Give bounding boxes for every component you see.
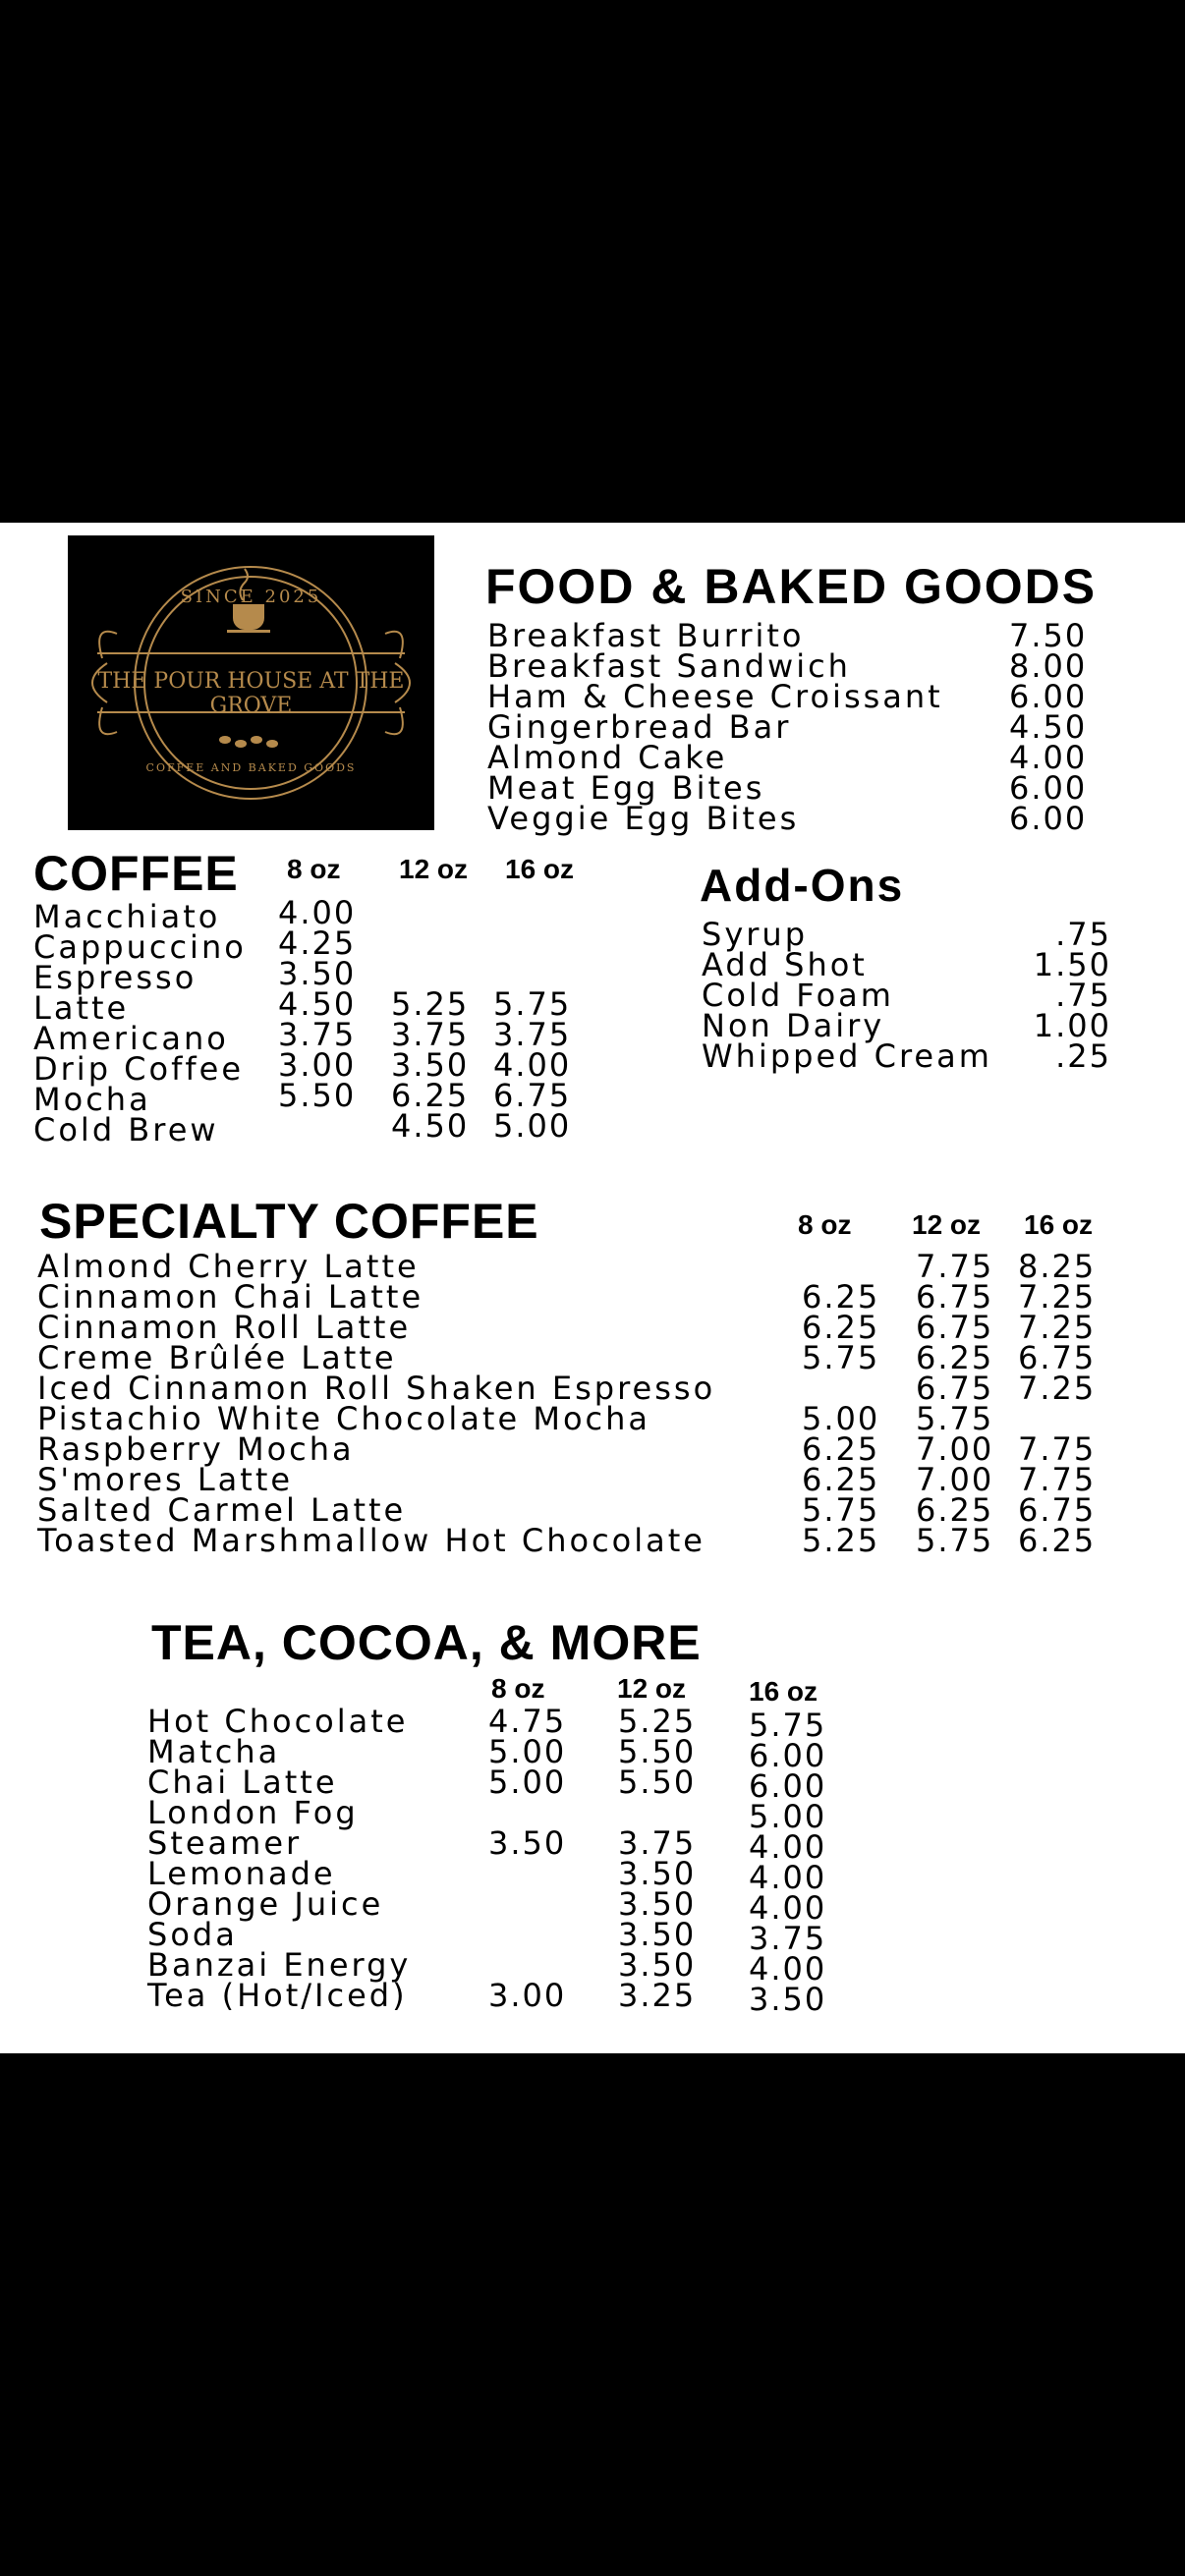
addon-item-name: Syrup	[702, 916, 808, 953]
tea-item-name: London Fog	[147, 1794, 359, 1831]
coffee-item-price: 5.75	[493, 985, 572, 1023]
tea-item-price: 4.00	[749, 1889, 827, 1927]
food-item-name: Ham & Cheese Croissant	[487, 678, 943, 715]
tea-item-price: 5.50	[618, 1764, 697, 1801]
tea-item-price: 4.00	[749, 1950, 827, 1988]
tea-item-price: 3.50	[618, 1916, 697, 1953]
logo-bottom-text: COFFEE AND BAKED GOODS	[145, 761, 357, 774]
coffee-item-price: 3.75	[391, 1016, 470, 1053]
specialty-item-name: S'mores Latte	[37, 1461, 294, 1498]
specialty-title: SPECIALTY COFFEE	[39, 1194, 539, 1249]
tea-item-price: 5.00	[488, 1764, 567, 1801]
specialty-item-price: 8.25	[1018, 1248, 1097, 1285]
tea-item-name: Tea (Hot/Iced)	[147, 1977, 408, 2014]
tea-size-16: 16 oz	[749, 1676, 818, 1707]
addon-item-name: Cold Foam	[702, 977, 894, 1014]
tea-item-price: 3.50	[618, 1885, 697, 1923]
specialty-item-price: 6.25	[802, 1278, 880, 1316]
coffee-item-price: 3.50	[278, 955, 357, 992]
tea-title: TEA, COCOA, & MORE	[151, 1615, 702, 1670]
food-item-name: Breakfast Sandwich	[487, 647, 851, 685]
specialty-item-price: 7.25	[1018, 1309, 1097, 1346]
tea-item-price: 4.75	[488, 1703, 567, 1740]
addon-item-name: Add Shot	[702, 946, 868, 983]
coffee-item-price: 4.50	[278, 985, 357, 1023]
specialty-item-price: 5.75	[916, 1400, 994, 1437]
food-item-price: 8.00	[1009, 647, 1088, 685]
tea-item-price: 6.00	[749, 1767, 827, 1805]
tea-item-price: 5.00	[749, 1798, 827, 1835]
tea-item-name: Steamer	[147, 1824, 303, 1862]
specialty-item-price: 6.25	[802, 1430, 880, 1468]
coffee-item-name: Cold Brew	[33, 1111, 219, 1148]
tea-item-price: 4.00	[749, 1859, 827, 1896]
specialty-item-price: 6.75	[916, 1278, 994, 1316]
specialty-item-name: Cinnamon Chai Latte	[37, 1278, 424, 1316]
tea-item-price: 3.50	[749, 1981, 827, 2018]
tea-item-price: 3.50	[618, 1855, 697, 1892]
food-item-name: Veggie Egg Bites	[487, 800, 800, 837]
addon-item-price: .75	[1055, 977, 1111, 1014]
tea-item-name: Matcha	[147, 1733, 281, 1770]
specialty-size-16: 16 oz	[1024, 1209, 1094, 1240]
tea-item-name: Hot Chocolate	[147, 1703, 409, 1740]
specialty-item-name: Toasted Marshmallow Hot Chocolate	[37, 1522, 705, 1559]
coffee-item-price: 4.00	[493, 1046, 572, 1084]
tea-item-price: 5.50	[618, 1733, 697, 1770]
coffee-item-name: Macchiato	[33, 898, 221, 935]
specialty-item-price: 6.75	[916, 1370, 994, 1407]
addons-title: Add-Ons	[700, 860, 905, 911]
food-item-price: 4.00	[1009, 739, 1088, 776]
specialty-item-price: 6.25	[916, 1491, 994, 1529]
tea-item-name: Chai Latte	[147, 1764, 338, 1801]
specialty-item-price: 7.25	[1018, 1370, 1097, 1407]
tea-item-price: 4.00	[749, 1828, 827, 1866]
coffee-item-price: 3.75	[493, 1016, 572, 1053]
tea-size-8: 8 oz	[491, 1673, 545, 1704]
addon-item-name: Whipped Cream	[702, 1037, 992, 1075]
tea-item-price: 5.75	[749, 1707, 827, 1744]
tea-item-price: 6.00	[749, 1737, 827, 1774]
addon-item-price: 1.50	[1033, 946, 1111, 983]
specialty-item-price: 6.75	[1018, 1339, 1097, 1376]
specialty-item-price: 6.25	[1018, 1522, 1097, 1559]
specialty-item-name: Creme Brûlée Latte	[37, 1339, 397, 1376]
coffee-item-price: 5.50	[278, 1077, 357, 1114]
coffee-item-price: 4.25	[278, 924, 357, 962]
food-item-price: 4.50	[1009, 708, 1088, 746]
specialty-item-price: 7.25	[1018, 1278, 1097, 1316]
specialty-item-price: 6.25	[802, 1309, 880, 1346]
food-item-name: Gingerbread Bar	[487, 708, 792, 746]
coffee-size-12: 12 oz	[399, 854, 469, 884]
coffee-size-16: 16 oz	[505, 854, 575, 884]
specialty-item-name: Salted Carmel Latte	[37, 1491, 407, 1529]
food-item-name: Meat Egg Bites	[487, 769, 765, 807]
coffee-item-price: 6.25	[391, 1077, 470, 1114]
food-item-name: Breakfast Burrito	[487, 617, 805, 654]
food-item-name: Almond Cake	[487, 739, 728, 776]
specialty-item-name: Almond Cherry Latte	[37, 1248, 420, 1285]
addon-item-name: Non Dairy	[702, 1007, 885, 1044]
tea-item-name: Orange Juice	[147, 1885, 384, 1923]
specialty-size-8: 8 oz	[798, 1209, 852, 1240]
coffee-item-price: 5.25	[391, 985, 470, 1023]
specialty-item-price: 6.25	[802, 1461, 880, 1498]
specialty-size-12: 12 oz	[912, 1209, 982, 1240]
logo-name: THE POUR HOUSE AT THE GROVE	[97, 669, 405, 718]
specialty-item-name: Raspberry Mocha	[37, 1430, 355, 1468]
coffee-item-price: 3.75	[278, 1016, 357, 1053]
specialty-item-price: 7.00	[916, 1461, 994, 1498]
coffee-item-price: 3.00	[278, 1046, 357, 1084]
food-item-price: 6.00	[1009, 678, 1088, 715]
coffee-item-price: 6.75	[493, 1077, 572, 1114]
specialty-item-price: 7.75	[916, 1248, 994, 1285]
specialty-item-price: 6.75	[1018, 1491, 1097, 1529]
tea-item-price: 3.50	[618, 1946, 697, 1984]
coffee-item-price: 4.00	[278, 894, 357, 931]
tea-item-name: Lemonade	[147, 1855, 336, 1892]
tea-item-price: 5.25	[618, 1703, 697, 1740]
specialty-item-name: Iced Cinnamon Roll Shaken Espresso	[37, 1370, 716, 1407]
addon-item-price: 1.00	[1033, 1007, 1111, 1044]
tea-size-12: 12 oz	[617, 1673, 687, 1704]
logo	[68, 535, 434, 830]
food-item-price: 6.00	[1009, 800, 1088, 837]
specialty-item-price: 5.00	[802, 1400, 880, 1437]
logo-top-text: SINCE 2025	[180, 587, 322, 607]
coffee-item-name: Drip Coffee	[33, 1050, 244, 1088]
coffee-item-price: 5.00	[493, 1107, 572, 1145]
specialty-item-price: 7.75	[1018, 1430, 1097, 1468]
specialty-item-price: 7.75	[1018, 1461, 1097, 1498]
specialty-item-price: 5.25	[802, 1522, 880, 1559]
coffee-item-price: 3.50	[391, 1046, 470, 1084]
addon-item-price: .75	[1055, 916, 1111, 953]
tea-item-price: 3.25	[618, 1977, 697, 2014]
coffee-item-name: Americano	[33, 1020, 229, 1057]
specialty-item-price: 5.75	[916, 1522, 994, 1559]
specialty-item-price: 5.75	[802, 1339, 880, 1376]
specialty-item-name: Pistachio White Chocolate Mocha	[37, 1400, 650, 1437]
specialty-item-name: Cinnamon Roll Latte	[37, 1309, 412, 1346]
tea-item-name: Banzai Energy	[147, 1946, 412, 1984]
specialty-item-price: 5.75	[802, 1491, 880, 1529]
tea-item-price: 3.75	[618, 1824, 697, 1862]
food-item-price: 6.00	[1009, 769, 1088, 807]
specialty-item-price: 6.25	[916, 1339, 994, 1376]
food-item-price: 7.50	[1009, 617, 1088, 654]
tea-item-price: 3.50	[488, 1824, 567, 1862]
specialty-item-price: 7.00	[916, 1430, 994, 1468]
coffee-item-name: Cappuccino	[33, 928, 247, 966]
tea-item-price: 3.00	[488, 1977, 567, 2014]
coffee-item-price: 4.50	[391, 1107, 470, 1145]
coffee-title: COFFEE	[33, 846, 239, 901]
tea-item-price: 3.75	[749, 1920, 827, 1957]
coffee-item-name: Mocha	[33, 1081, 151, 1118]
coffee-item-name: Latte	[33, 989, 130, 1027]
coffee-item-name: Espresso	[33, 959, 198, 996]
addon-item-price: .25	[1055, 1037, 1111, 1075]
tea-item-price: 5.00	[488, 1733, 567, 1770]
coffee-size-8: 8 oz	[287, 854, 341, 884]
specialty-item-price: 6.75	[916, 1309, 994, 1346]
food-title: FOOD & BAKED GOODS	[485, 559, 1098, 614]
tea-item-name: Soda	[147, 1916, 238, 1953]
